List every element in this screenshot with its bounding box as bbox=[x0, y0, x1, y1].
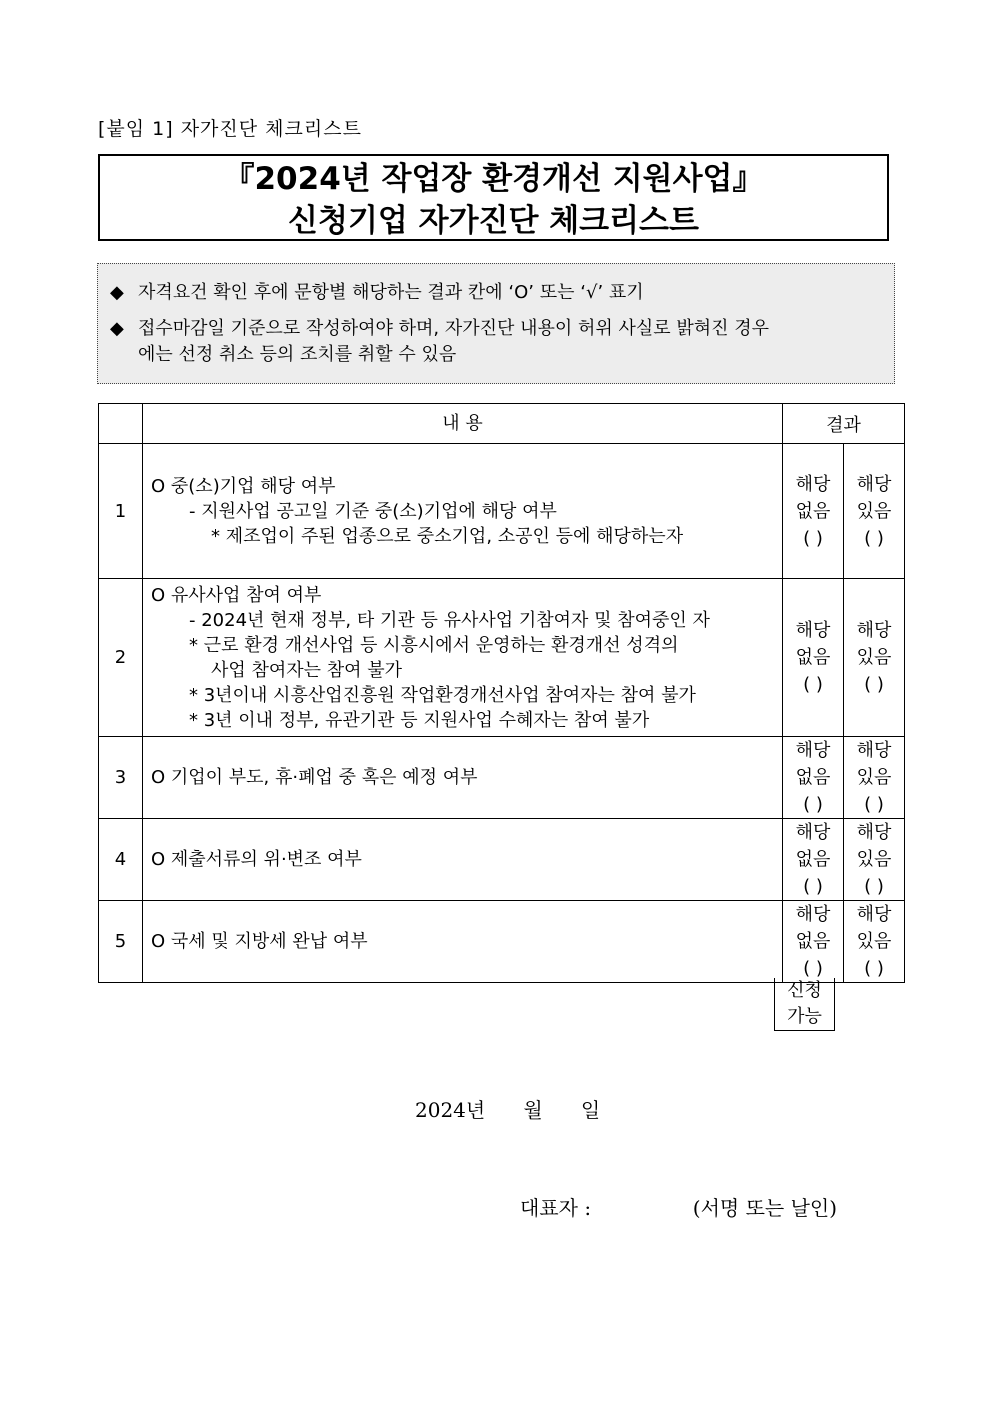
apply-label: 신청 bbox=[787, 980, 822, 1001]
row-title: O 유사사업 참여 여부 bbox=[151, 584, 322, 606]
result-label: 해당 bbox=[795, 822, 831, 843]
result-checkbox[interactable]: ( ) bbox=[864, 794, 884, 815]
row-number: 1 bbox=[99, 444, 143, 579]
result-label: 없음 bbox=[795, 647, 831, 668]
result-label: 없음 bbox=[795, 931, 831, 952]
result-label: 있음 bbox=[856, 767, 892, 788]
result-label: 해당 bbox=[795, 904, 831, 925]
result-yes-cell[interactable] bbox=[844, 901, 905, 983]
notice-item-2 bbox=[110, 316, 880, 368]
result-none-cell[interactable] bbox=[783, 444, 844, 579]
result-label: 있음 bbox=[856, 500, 892, 522]
row-title: O 국세 및 지방세 완납 여부 bbox=[143, 901, 783, 983]
result-label: 있음 bbox=[856, 849, 892, 870]
notice-text: 자격요건 확인 후에 문항별 해당하는 결과 칸에 ‘O’ 또는 ‘√’ 표기 bbox=[138, 282, 644, 303]
result-label: 해당 bbox=[795, 620, 831, 641]
row-number: 5 bbox=[99, 901, 143, 983]
result-checkbox[interactable]: ( ) bbox=[864, 527, 884, 549]
header-result: 결과 bbox=[783, 404, 905, 444]
result-label: 있음 bbox=[856, 647, 892, 668]
table-row bbox=[99, 819, 905, 901]
result-label: 없음 bbox=[795, 500, 831, 522]
date-line: 2024년 월 일 bbox=[415, 1098, 601, 1122]
table-row bbox=[99, 579, 905, 737]
row-title: O 기업이 부도, 휴·폐업 중 혹은 예정 여부 bbox=[143, 737, 783, 819]
result-checkbox[interactable]: ( ) bbox=[803, 674, 823, 695]
diamond-bullet-icon: ◆ bbox=[110, 282, 124, 303]
result-label: 해당 bbox=[856, 473, 892, 495]
row-detail: * 3년이내 시흥산업진흥원 작업환경개선사업 참여자는 참여 불가 bbox=[189, 684, 696, 706]
result-none-cell[interactable] bbox=[783, 579, 844, 737]
notice-text: 접수마감일 기준으로 작성하여야 하며, 자가진단 내용이 허위 사실로 밝혀진 경우 bbox=[138, 318, 770, 339]
result-label: 해당 bbox=[856, 620, 892, 641]
row-title: O 제출서류의 위·변조 여부 bbox=[143, 819, 783, 901]
result-yes-cell[interactable] bbox=[844, 444, 905, 579]
result-checkbox[interactable]: ( ) bbox=[864, 674, 884, 695]
result-label: 해당 bbox=[856, 904, 892, 925]
attachment-label: [붙임 1] 자가진단 체크리스트 bbox=[98, 118, 362, 140]
row-detail: - 지원사업 공고일 기준 중(소)기업에 해당 여부 bbox=[189, 500, 557, 522]
result-checkbox[interactable]: ( ) bbox=[803, 958, 823, 979]
result-label: 해당 bbox=[795, 473, 831, 495]
result-label: 없음 bbox=[795, 849, 831, 870]
apply-possible-cell bbox=[774, 978, 835, 1031]
result-none-cell[interactable] bbox=[783, 901, 844, 983]
result-none-cell[interactable] bbox=[783, 737, 844, 819]
document-title bbox=[98, 154, 889, 241]
notice-text-cont: 에는 선정 취소 등의 조치를 취할 수 있음 bbox=[138, 344, 457, 365]
title-line-2: 신청기업 자가진단 체크리스트 bbox=[288, 203, 699, 239]
result-checkbox[interactable]: ( ) bbox=[864, 958, 884, 979]
checklist-table bbox=[98, 403, 905, 983]
row-detail: 사업 참여자는 참여 불가 bbox=[211, 659, 403, 681]
diamond-bullet-icon: ◆ bbox=[110, 318, 124, 339]
table-header-row bbox=[99, 404, 905, 444]
result-checkbox[interactable]: ( ) bbox=[864, 876, 884, 897]
header-num-cell bbox=[99, 404, 143, 444]
result-checkbox[interactable]: ( ) bbox=[803, 794, 823, 815]
row-content bbox=[143, 444, 783, 579]
row-title: O 중(소)기업 해당 여부 bbox=[151, 475, 336, 497]
title-line-1: 『2024년 작업장 환경개선 지원사업』 bbox=[223, 161, 764, 197]
row-number: 2 bbox=[99, 579, 143, 737]
result-none-cell[interactable] bbox=[783, 819, 844, 901]
notice-box bbox=[97, 263, 895, 384]
result-label: 해당 bbox=[795, 740, 831, 761]
result-checkbox[interactable]: ( ) bbox=[803, 527, 823, 549]
result-label: 해당 bbox=[856, 740, 892, 761]
row-number: 4 bbox=[99, 819, 143, 901]
row-detail: * 3년 이내 정부, 유관기관 등 지원사업 수혜자는 참여 불가 bbox=[189, 709, 650, 731]
result-yes-cell[interactable] bbox=[844, 819, 905, 901]
result-checkbox[interactable]: ( ) bbox=[803, 876, 823, 897]
result-label: 있음 bbox=[856, 931, 892, 952]
result-yes-cell[interactable] bbox=[844, 579, 905, 737]
table-row bbox=[99, 901, 905, 983]
row-number: 3 bbox=[99, 737, 143, 819]
notice-item-1 bbox=[110, 280, 644, 306]
table-row bbox=[99, 444, 905, 579]
table-row bbox=[99, 737, 905, 819]
result-label: 해당 bbox=[856, 822, 892, 843]
row-content bbox=[143, 579, 783, 737]
result-label: 없음 bbox=[795, 767, 831, 788]
apply-label: 가능 bbox=[787, 1006, 822, 1027]
header-content: 내 용 bbox=[143, 404, 783, 444]
row-detail: * 근로 환경 개선사업 등 시흥시에서 운영하는 환경개선 성격의 bbox=[189, 634, 679, 656]
row-detail: * 제조업이 주된 업종으로 중소기업, 소공인 등에 해당하는자 bbox=[211, 525, 684, 547]
row-detail: - 2024년 현재 정부, 타 기관 등 유사사업 기참여자 및 참여중인 자 bbox=[189, 609, 710, 631]
result-yes-cell[interactable] bbox=[844, 737, 905, 819]
signature-line: 대표자 : (서명 또는 날인) bbox=[520, 1196, 838, 1220]
